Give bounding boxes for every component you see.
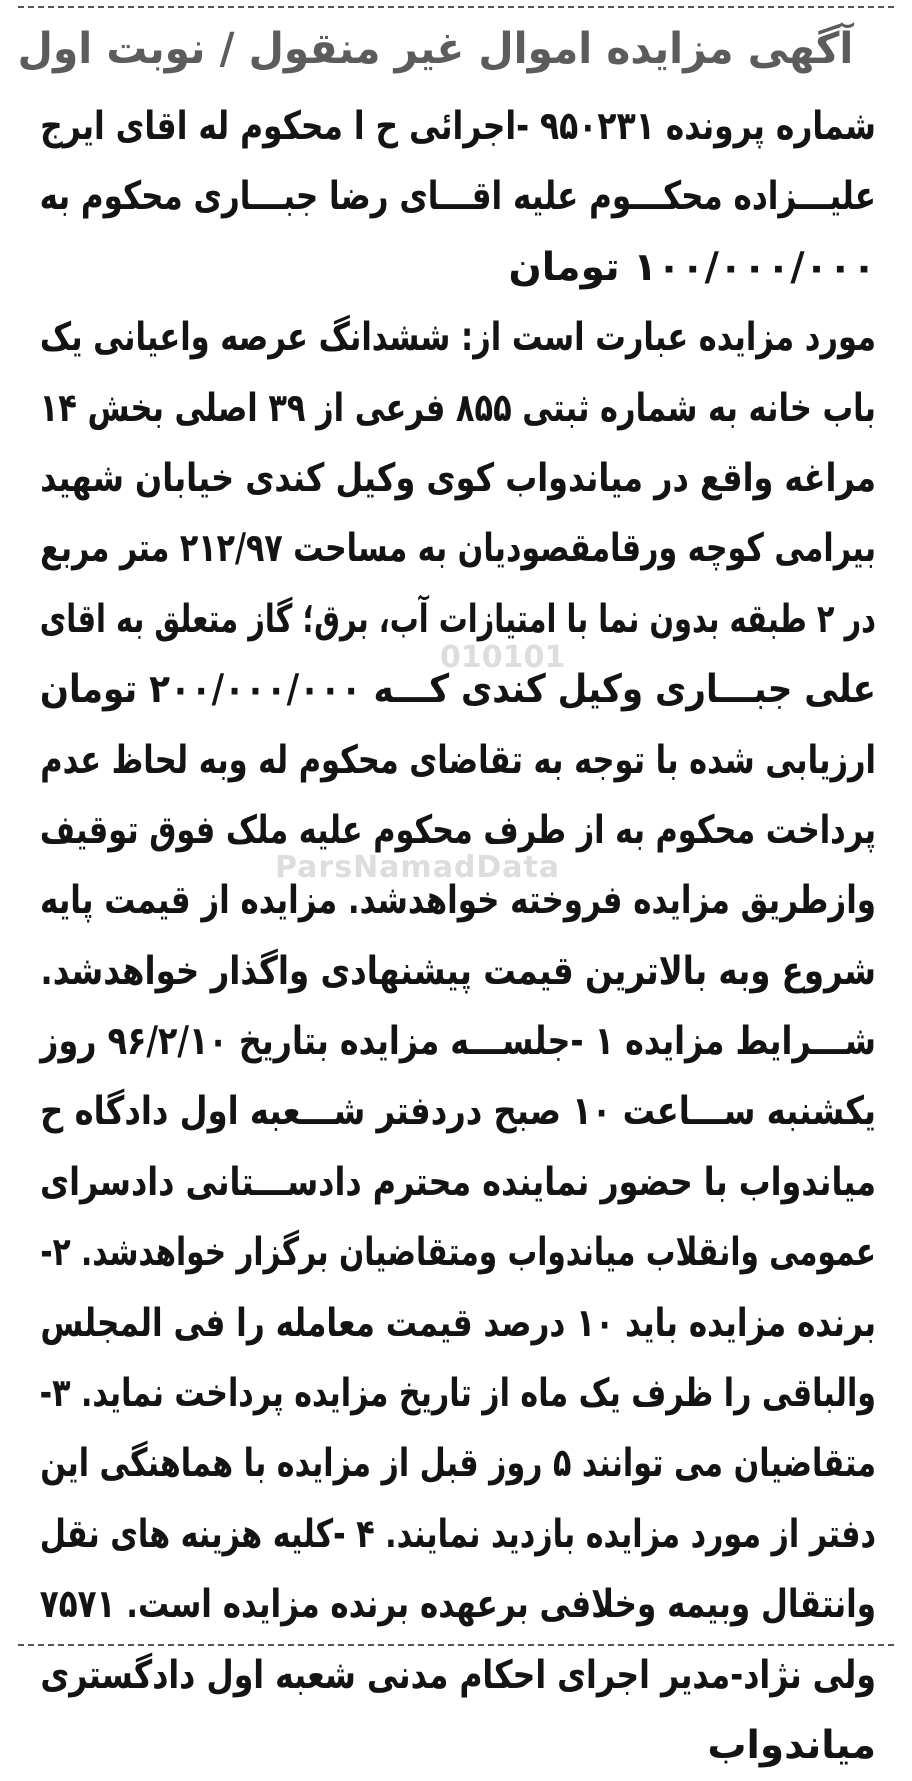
notice-line: ولی نژاد-مدیر اجرای احکام مدنی شعبه اول دادگستری: [40, 1652, 876, 1698]
notice-line: باب خانه به شماره ثبتی ۸۵۵ فرعی از ۳۹ اصلی بخش ۱۴: [39, 385, 876, 431]
notice-line: عمومی وانقلاب میاندواب ومتقاضیان برگزار خواهدشد. ۲-: [40, 1230, 876, 1276]
auction-notice: [17, 12, 877, 1781]
notice-line: پرداخت محکوم به از طرف محکوم علیه ملک فوق توقیف: [39, 807, 877, 853]
notice-line: میاندواب با حضور نماینده محترم دادســـتانی دادسرای: [40, 1159, 876, 1205]
notice-line: دفتر از مورد مزایده بازدید نمایند. ۴ -کلیه هزینه های نقل: [39, 1511, 876, 1557]
notice-line: شـــرایط مزایده ۱ -جلســـه مزایده بتاریخ ۹۶/۲/۱۰ روز: [40, 1019, 876, 1065]
notice-line: شماره پرونده ۹۵۰۲۳۱ -اجرائی ح ا محکوم له اقای ایرج: [40, 104, 876, 149]
notice-line: علی جبـــاری وکیل کندی کـــه ۲۰۰/۰۰۰/۰۰۰ تومان: [39, 667, 876, 713]
notice-line: بیرامی کوچه ورقامقصودیان به مساحت ۲۱۲/۹۷ متر مربع: [40, 526, 876, 572]
notice-line: ۱۰۰/۰۰۰/۰۰۰ تومان: [508, 244, 876, 290]
watermark-brand: ParsNamadData: [275, 850, 561, 885]
notice-line: مورد مزایده عبارت است از: ششدانگ عرصه واعیانی یک: [39, 315, 876, 361]
notice-line: شروع وبه بالاترین قیمت پیشنهادی واگذار خواهدشد.: [40, 948, 877, 994]
bottom-dashed-separator: [18, 1644, 894, 1646]
notice-line: وازطریق مزایده فروخته خواهدشد. مزایده از قیمت پایه: [39, 878, 876, 924]
notice-line: والباقی را ظرف یک ماه از تاریخ مزایده پرداخت نماید. ۳-: [39, 1371, 877, 1417]
notice-line: متقاضیان می توانند ۵ روز قبل از مزایده با هماهنگی این: [40, 1441, 876, 1487]
notice-line: ارزیابی شده با توجه به تقاضای محکوم له وبه لحاظ عدم: [40, 737, 877, 783]
notice-line: میاندواب: [707, 1722, 876, 1768]
watermark-code: 010101: [440, 640, 566, 675]
notice-line: یکشنبه ســـاعت ۱۰ صبح دردفتر شـــعبه اول دادگاه ح: [40, 1089, 876, 1135]
notice-line: برنده مزایده باید ۱۰ درصد قیمت معامله را فی المجلس: [40, 1300, 876, 1346]
notice-line: مراغه واقع در میاندواب کوی وکیل کندی خیابان شهید: [40, 455, 877, 501]
notice-title: آگهی مزایده اموال غیر منقول / نوبت اول: [17, 24, 854, 74]
notice-line: در ۲ طبقه بدون نما با امتیازات آب، برق؛ گاز متعلق به اقای: [39, 596, 876, 642]
notice-line: علیـــزاده محکـــوم علیه اقـــای رضا جبـــاری محکوم به: [39, 174, 876, 220]
top-dashed-separator: [18, 6, 894, 8]
notice-line: وانتقال وبیمه وخلافی برعهده برنده مزایده است. ۷۵۷۱: [39, 1582, 877, 1628]
notice-body: [40, 92, 876, 1781]
